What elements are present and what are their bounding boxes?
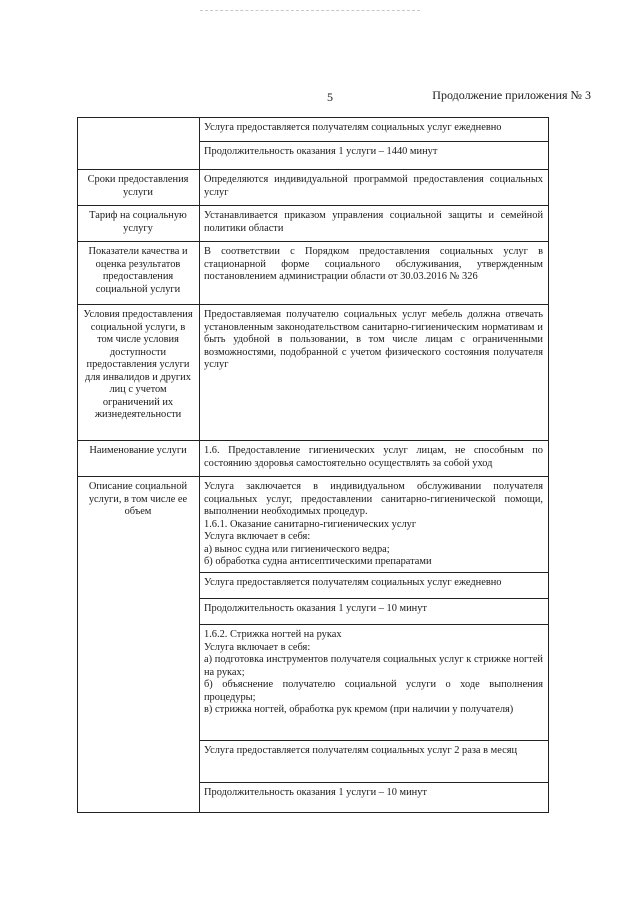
table-row [78, 170, 549, 206]
description-intro: Услуга заключается в индивидуальном обслуживании получателя социальных услуг, предоставлении санитарно-гигиенической помощи, выполнении необходимых процедур. [204, 481, 543, 517]
label-cell-quality: Показатели качества и оценка результатов предоставления социальной услуги [78, 242, 200, 305]
label-cell-service-name: Наименование услуги [78, 441, 200, 477]
duration-cell: Продолжительность оказания 1 услуги – 1440 минут [200, 142, 549, 170]
list-item: а) подготовка инструментов получателя социальных услуг к стрижке ногтей на руках; [204, 654, 543, 678]
table-row [78, 206, 549, 242]
duration-cell: Продолжительность оказания 1 услуги – 10 минут [200, 783, 549, 813]
frequency-cell: Услуга предоставляется получателям социальных услуг 2 раза в месяц [200, 741, 549, 783]
scan-artifact [200, 10, 420, 13]
page-number: 5 [327, 90, 333, 104]
subsection-title: 1.6.2. Стрижка ногтей на руках [204, 629, 342, 640]
conditions-cell: Предоставляемая получателю социальных услуг мебель должна отвечать установленным законодательством санитарно-гигиеническим нормативам и быть удобной в пользовании, в том числе лицам с ограниченными возможностями, подобранной с учетом физического состояния получателя услуг [200, 305, 549, 441]
services-table [77, 117, 549, 813]
table-row [78, 118, 549, 142]
appendix-note: Продолжение приложения № 3 [432, 88, 591, 102]
list-item: б) объяснение получателю социальной услуги о ходе выполнения процедуры; [204, 679, 543, 703]
label-cell-conditions: Условия предоставления социальной услуги, в том числе условия доступности предоставления услуги для инвалидов и других лиц с учетом ограничений их жизнедеятельности [78, 305, 200, 441]
label-cell-tariff: Тариф на социальную услугу [78, 206, 200, 242]
table-row [78, 477, 549, 573]
nail-care-cell [200, 625, 549, 741]
frequency-cell: Услуга предоставляется получателям социальных услуг ежедневно [200, 118, 549, 142]
tariff-cell: Устанавливается приказом управления социальной защиты и семейной политики области [200, 206, 549, 242]
includes-label: Услуга включает в себя: [204, 641, 311, 653]
table-row [78, 242, 549, 305]
label-cell-empty [78, 118, 200, 170]
list-item: б) обработка судна антисептическими препаратами [204, 556, 432, 567]
label-cell-terms: Сроки предоставления услуги [78, 170, 200, 206]
description-cell [200, 477, 549, 573]
terms-cell: Определяются индивидуальной программой предоставления социальных услуг [200, 170, 549, 206]
table-row [78, 441, 549, 477]
list-item: а) вынос судна или гигиенического ведра; [204, 543, 390, 555]
table-row [78, 305, 549, 441]
includes-label: Услуга включает в себя: [204, 531, 311, 542]
label-cell-description: Описание социальной услуги, в том числе ее объем [78, 477, 200, 813]
list-item: в) стрижка ногтей, обработка рук кремом (при наличии у получателя) [204, 704, 514, 715]
service-name-cell: 1.6. Предоставление гигиенических услуг лицам, не способным по состоянию здоровья самостоятельно осуществлять за собой уход [200, 441, 549, 477]
duration-cell: Продолжительность оказания 1 услуги – 10 минут [200, 599, 549, 625]
frequency-cell: Услуга предоставляется получателям социальных услуг ежедневно [200, 573, 549, 599]
quality-cell: В соответствии с Порядком предоставления социальных услуг в стационарной форме социального обслуживания, утвержденным постановлением администрации области от 30.03.2016 № 326 [200, 242, 549, 305]
subsection-title: 1.6.1. Оказание санитарно-гигиенических услуг [204, 518, 417, 530]
